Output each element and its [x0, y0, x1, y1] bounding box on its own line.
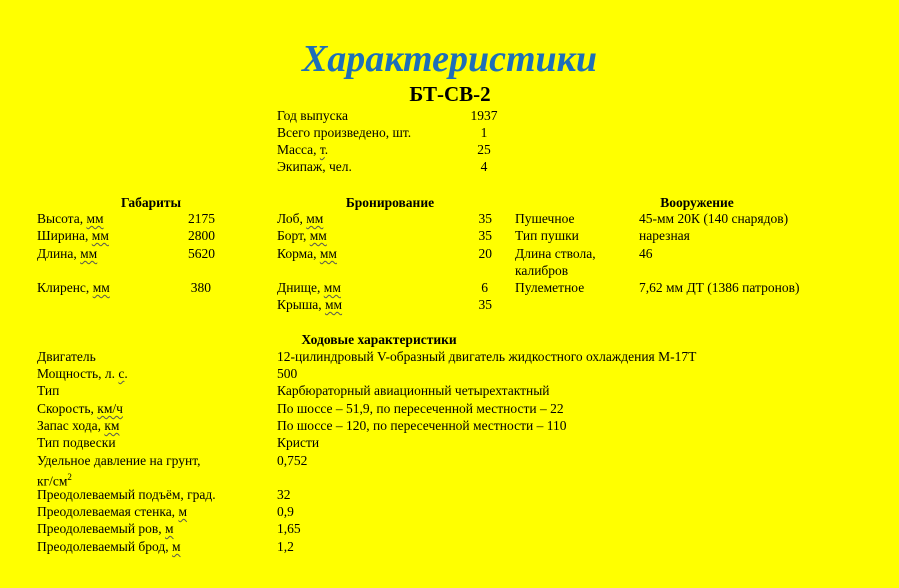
mobility-label: Преодолеваемый подъём, град.: [37, 487, 216, 502]
armament-value: 7,62 мм ДТ (1386 патронов): [639, 280, 800, 295]
armor-label: Корма, мм: [277, 246, 337, 261]
general-value: 25: [477, 142, 491, 157]
general-label: Экипаж, чел.: [277, 159, 352, 174]
armament-value: нарезная: [639, 228, 690, 243]
dimension-label: Высота, мм: [37, 211, 104, 226]
mobility-label: Тип подвески: [37, 435, 116, 450]
armor-label: Крыша, мм: [277, 297, 343, 312]
general-value: 4: [480, 159, 488, 174]
mobility-label: Удельное давление на грунт,: [37, 453, 201, 468]
dimension-value: 5620: [188, 246, 215, 261]
armor-value: 20: [478, 246, 492, 261]
dimension-value: 2175: [188, 211, 215, 226]
mobility-value: 500: [277, 366, 298, 381]
mobility-label-unit: $кг/см^2$: [37, 472, 72, 489]
dimension-value: 380: [190, 280, 211, 295]
armament-value: 46: [639, 246, 653, 261]
mobility-label: Скорость, км/ч: [37, 401, 123, 416]
mobility-label: Преодолеваемая стенка, м: [37, 504, 187, 519]
armor-value: 6: [481, 280, 488, 295]
armor-label: Лоб, мм: [277, 211, 324, 226]
tank-model: БТ-СВ-2: [409, 82, 491, 106]
mobility-value: 0,9: [277, 504, 294, 519]
mobility-value: 1,65: [277, 521, 301, 536]
mobility-label: Мощность, л. с.: [37, 366, 128, 381]
mobility-value: Кристи: [277, 435, 320, 450]
general-label: Масса, т.: [277, 142, 329, 157]
dimension-label: Ширина, мм: [37, 228, 109, 243]
mobility-value: 32: [277, 487, 291, 502]
armor-heading: Бронирование: [345, 195, 435, 210]
dimensions-heading: Габариты: [120, 195, 182, 210]
mobility-value: 0,752: [277, 453, 308, 468]
general-label: Всего произведено, шт.: [277, 125, 412, 140]
mobility-label: Запас хода, км: [37, 418, 120, 433]
mobility-value: 1,2: [277, 539, 294, 554]
dimension-value: 2800: [188, 228, 215, 243]
armament-label: Тип пушки: [515, 228, 579, 243]
mobility-label: Двигатель: [37, 349, 96, 364]
general-label: Год выпуска: [277, 108, 348, 123]
page-title: Характеристики: [301, 38, 598, 80]
armor-label: Борт, мм: [277, 228, 327, 243]
armor-value: 35: [478, 297, 492, 312]
mobility-value: По шоссе – 120, по пересеченной местности – 110: [277, 418, 567, 433]
armor-value: 35: [478, 228, 492, 243]
armament-heading: Вооружение: [660, 195, 734, 210]
mobility-label: Тип: [37, 383, 60, 398]
general-value: 1937: [470, 108, 498, 123]
armor-value: 35: [478, 211, 492, 226]
mobility-label: Преодолеваемый брод, м: [37, 539, 181, 554]
mobility-value: 12-цилиндровый V-образный двигатель жидкостного охлаждения М-17Т: [277, 349, 697, 364]
mobility-heading: Ходовые характеристики: [301, 332, 457, 347]
dimension-label: Клиренс, мм: [37, 280, 110, 295]
armament-value: 45-мм 20К (140 снарядов): [639, 211, 789, 226]
armor-label: Днище, мм: [277, 280, 341, 295]
armament-label: Пулеметное: [515, 280, 585, 295]
general-value: 1: [480, 125, 488, 140]
armament-label: Пушечное: [515, 211, 575, 226]
mobility-value: Карбюраторный авиационный четырехтактный: [277, 383, 550, 398]
mobility-value: По шоссе – 51,9, по пересеченной местности – 22: [277, 401, 564, 416]
armament-label: Длина ствола, калибров: [515, 246, 596, 278]
mobility-label: Преодолеваемый ров, м: [37, 521, 174, 536]
dimension-label: Длина, мм: [37, 246, 98, 261]
